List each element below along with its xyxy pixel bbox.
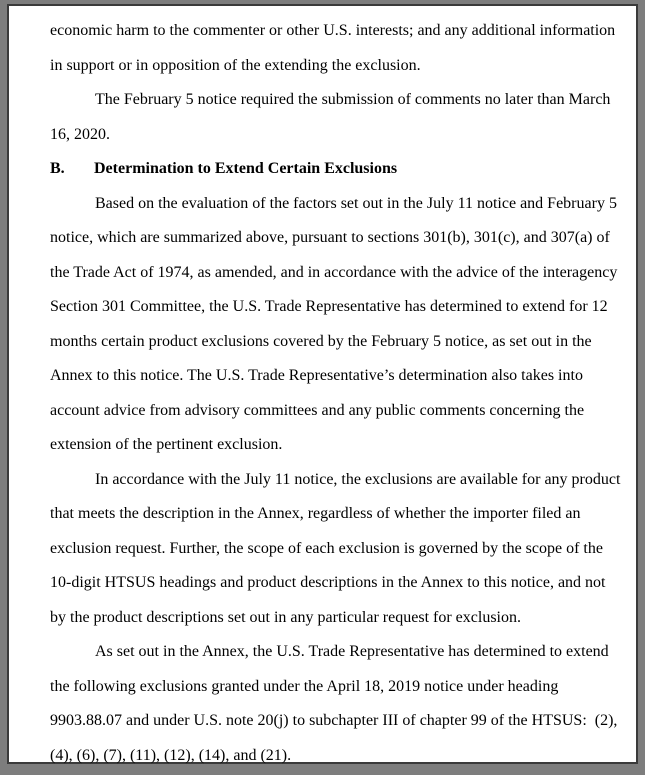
text-line: Section 301 Committee, the U.S. Trade Representative has determined to extend for 12 [50,298,608,315]
text-line: exclusion request. Further, the scope of each exclusion is governed by the scope of the [50,539,603,557]
text-line: the Trade Act of 1974, as amended, and in accordance with the advice of the interagency [50,263,618,281]
section-heading-title: Determination to Extend Certain Exclusions [94,160,398,177]
text-line: months certain product exclusions covered by the February 5 notice, as set out in the [50,332,592,350]
text-line: 10-digit HTSUS headings and product descriptions in the Annex to this notice, and not [50,574,606,591]
text-line: (4), (6), (7), (11), (12), (14), and (21). [50,746,292,764]
text-line: in support or in opposition of the extending the exclusion. [50,56,421,74]
text-line: The February 5 notice required the submission of comments no later than March [95,91,611,108]
text-line: extension of the pertinent exclusion. [50,436,283,453]
text-line: As set out in the Annex, the U.S. Trade Representative has determined to extend [95,643,609,660]
text-line: In accordance with the July 11 notice, the exclusions are available for any product [95,470,621,488]
text-line: account advice from advisory committees and any public comments concerning the [50,401,585,419]
text-line: 9903.88.07 and under U.S. note 20(j) to subchapter III of chapter 99 of the HTSUS: (2), [50,712,618,729]
text-line: by the product descriptions set out in any particular request for exclusion. [50,608,521,626]
text-line: Annex to this notice. The U.S. Trade Representative’s determination also takes into [50,367,583,384]
text-line: that meets the description in the Annex, regardless of whether the importer filed an [50,505,581,522]
text-line: economic harm to the commenter or other U.S. interests; and any additional information [50,22,616,39]
text-line: 16, 2020. [50,125,110,143]
text-line: Based on the evaluation of the factors set out in the July 11 notice and February 5 [95,194,617,212]
text-line: notice, which are summarized above, pursuant to sections 301(b), 301(c), and 307(a) of [50,229,610,246]
section-heading [50,152,618,187]
text-line: the following exclusions granted under the April 18, 2019 notice under heading [50,677,559,695]
document-page [7,4,638,764]
document-lines [9,6,636,773]
section-heading-label: B. [50,160,65,177]
